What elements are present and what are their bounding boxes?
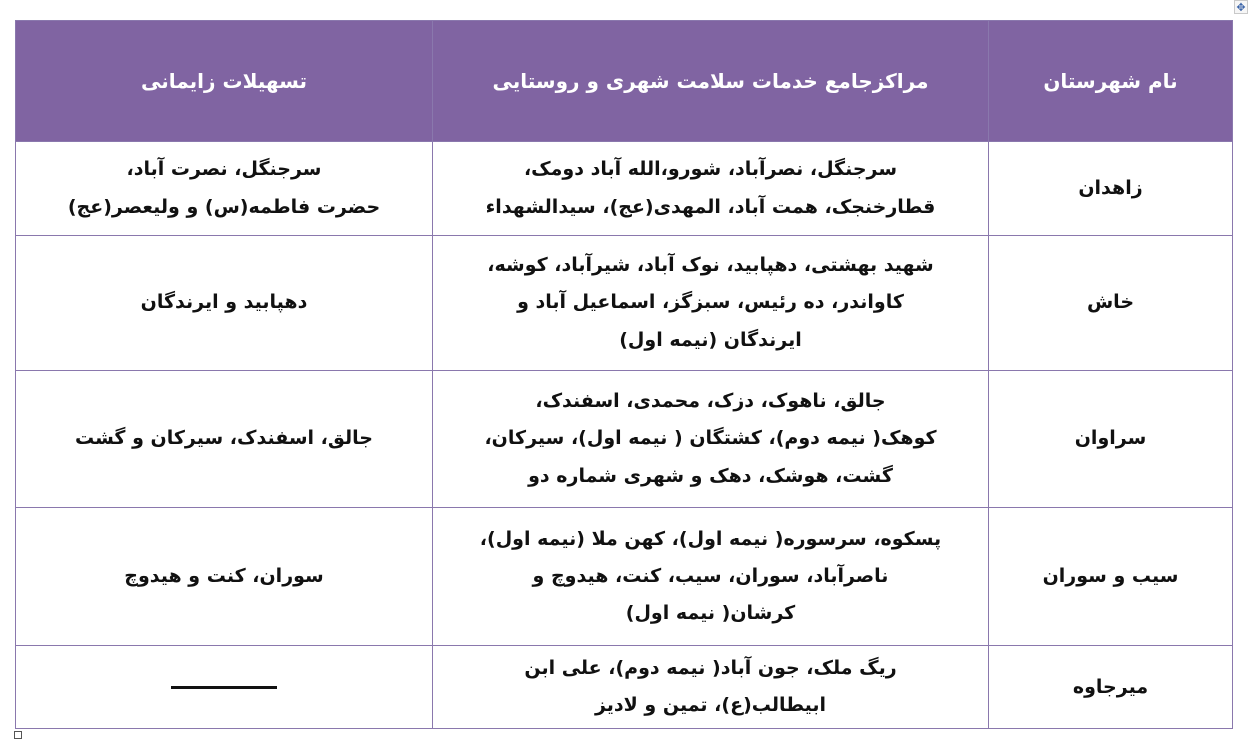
centers-line: گشت، هوشک، دهک و شهری شماره دو — [528, 464, 893, 487]
facilities-cell — [16, 371, 433, 508]
facilities-line: دهپابید و ایرندگان — [140, 291, 308, 314]
table-resize-handle[interactable] — [14, 731, 22, 739]
centers-line: جالق، ناهوک، دزک، محمدی، اسفندک، — [535, 390, 886, 413]
table-row — [16, 142, 1233, 236]
centers-line: سرجنگل، نصرآباد، شورو،الله آباد دومک، — [523, 158, 898, 181]
centers-cell — [433, 646, 989, 729]
centers-cell — [433, 508, 989, 646]
centers-line: کوهک( نیمه دوم)، کشتگان ( نیمه اول)، سیرکان، — [484, 427, 937, 450]
county-cell: زاهدان — [989, 142, 1233, 236]
table-row — [16, 646, 1233, 729]
table-row — [16, 508, 1233, 646]
centers-line: ایرندگان (نیمه اول) — [619, 328, 802, 351]
facilities-cell-empty — [16, 646, 433, 729]
county-cell: سراوان — [989, 371, 1233, 508]
header-county: نام شهرستان — [989, 21, 1233, 142]
centers-line: کرشان( نیمه اول) — [625, 602, 796, 625]
header-centers: مراکزجامع خدمات سلامت شهری و روستایی — [433, 21, 989, 142]
table-row — [16, 371, 1233, 508]
facilities-cell — [16, 142, 433, 236]
centers-cell — [433, 236, 989, 371]
centers-line: قطارخنجک، همت آباد، المهدی(عج)، سیدالشهداء — [485, 195, 936, 218]
table-row — [16, 236, 1233, 371]
county-cell: میرجاوه — [989, 646, 1233, 729]
centers-cell — [433, 371, 989, 508]
centers-line: شهید بهشتی، دهپابید، نوک آباد، شیرآباد، کوشه، — [487, 254, 934, 277]
centers-line: ریگ ملک، جون آباد( نیمه دوم)، علی ابن — [524, 657, 897, 679]
facilities-line: سرجنگل، نصرت آباد، — [126, 158, 322, 181]
centers-line: ابیطالب(ع)، تمین و لادیز — [594, 694, 827, 717]
facilities-cell — [16, 236, 433, 371]
table-move-handle-icon[interactable]: ✥ — [1234, 0, 1248, 14]
empty-dash-line — [171, 686, 277, 689]
facilities-line: سوران، کنت و هیدوچ — [124, 564, 324, 587]
county-health-centers-table — [15, 20, 1233, 729]
county-cell: خاش — [989, 236, 1233, 371]
centers-line: پسکوه، سرسوره( نیمه اول)، کهن ملا (نیمه اول)، — [479, 527, 942, 550]
centers-line: ناصرآباد، سوران، سیب، کنت، هیدوچ و — [532, 564, 889, 587]
table-header-row — [16, 21, 1233, 142]
header-facilities: تسهیلات زایمانی — [16, 21, 433, 142]
centers-cell — [433, 142, 989, 236]
facilities-line: حضرت فاطمه(س) و ولیعصر(عج) — [67, 195, 381, 218]
facilities-cell — [16, 508, 433, 646]
centers-line: کاواندر، ده رئیس، سبزگز، اسماعیل آباد و — [517, 291, 904, 314]
facilities-line: جالق، اسفندک، سیرکان و گشت — [74, 427, 373, 450]
county-cell: سیب و سوران — [989, 508, 1233, 646]
